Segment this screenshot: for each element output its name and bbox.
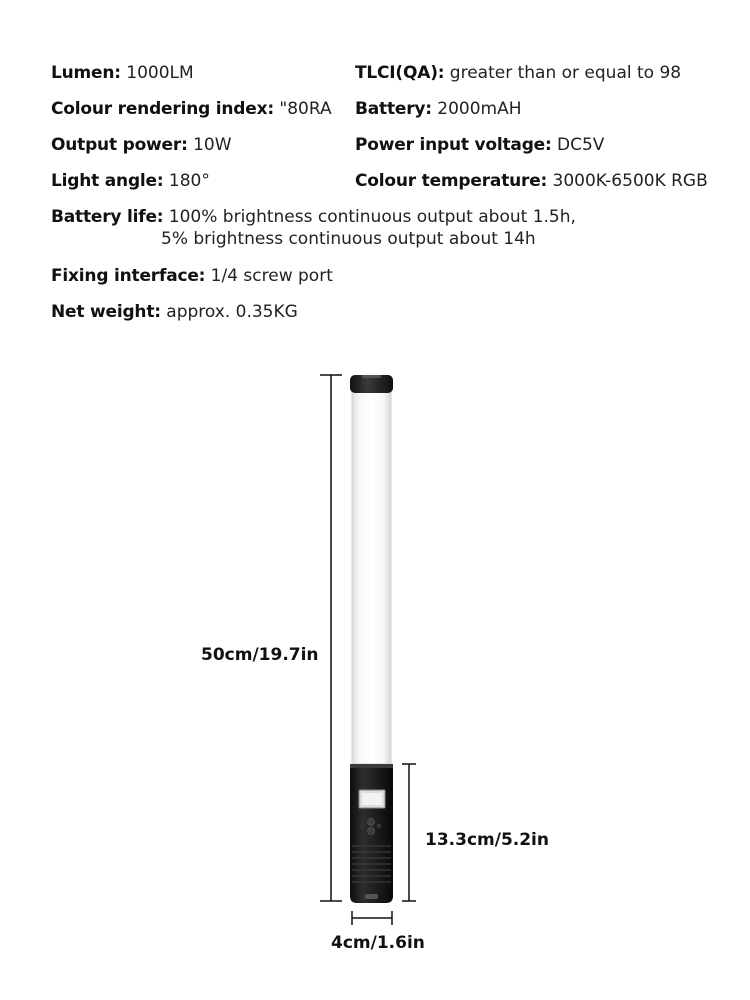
length-dimension-line [320,375,342,901]
spec-value: 10W [193,135,232,155]
spec-value: 3000K-6500K RGB [552,171,708,191]
light-tube [352,390,391,764]
spec-value: 1000LM [126,63,194,83]
length-label: 50cm/19.7in [201,645,319,665]
spec-label: TLCI(QA): [355,63,445,83]
handle-dimension-line [402,764,416,901]
button-icon [368,828,375,835]
spec-value: 100% brightness continuous output about 1.5h, [168,207,576,227]
spec-label: Colour rendering index: [51,99,274,119]
button-icon [377,824,382,829]
spec-label: Fixing interface: [51,266,206,286]
spec-label: Battery: [355,99,432,119]
spec-value: 1/4 screw port [210,266,333,286]
spec-label: Light angle: [51,171,164,191]
button-icon [361,824,366,829]
spec-value: approx. 0.35KG [166,302,298,322]
top-cap [350,375,393,393]
spec-value: 2000mAH [437,99,522,119]
button-icon [368,819,375,826]
spec-label: Lumen: [51,63,121,83]
spec-label: Colour temperature: [355,171,548,191]
spec-value: greater than or equal to 98 [449,63,682,83]
handle-length-label: 13.3cm/5.2in [425,830,549,850]
spec-label: Net weight: [51,302,161,322]
handle [350,764,393,903]
spec-value: DC5V [557,135,605,155]
spec-label: Power input voltage: [355,135,552,155]
charging-port-icon [365,894,378,899]
spec-label: Output power: [51,135,188,155]
spec-battery-life-line2: 5% brightness continuous output about 14h [161,229,536,249]
spec-value: "80RA [279,99,332,119]
spec-value: 180° [168,171,210,191]
spec-label: Battery life: [51,207,164,227]
diameter-dimension-line [352,911,392,925]
diameter-label: 4cm/1.6in [331,933,425,953]
